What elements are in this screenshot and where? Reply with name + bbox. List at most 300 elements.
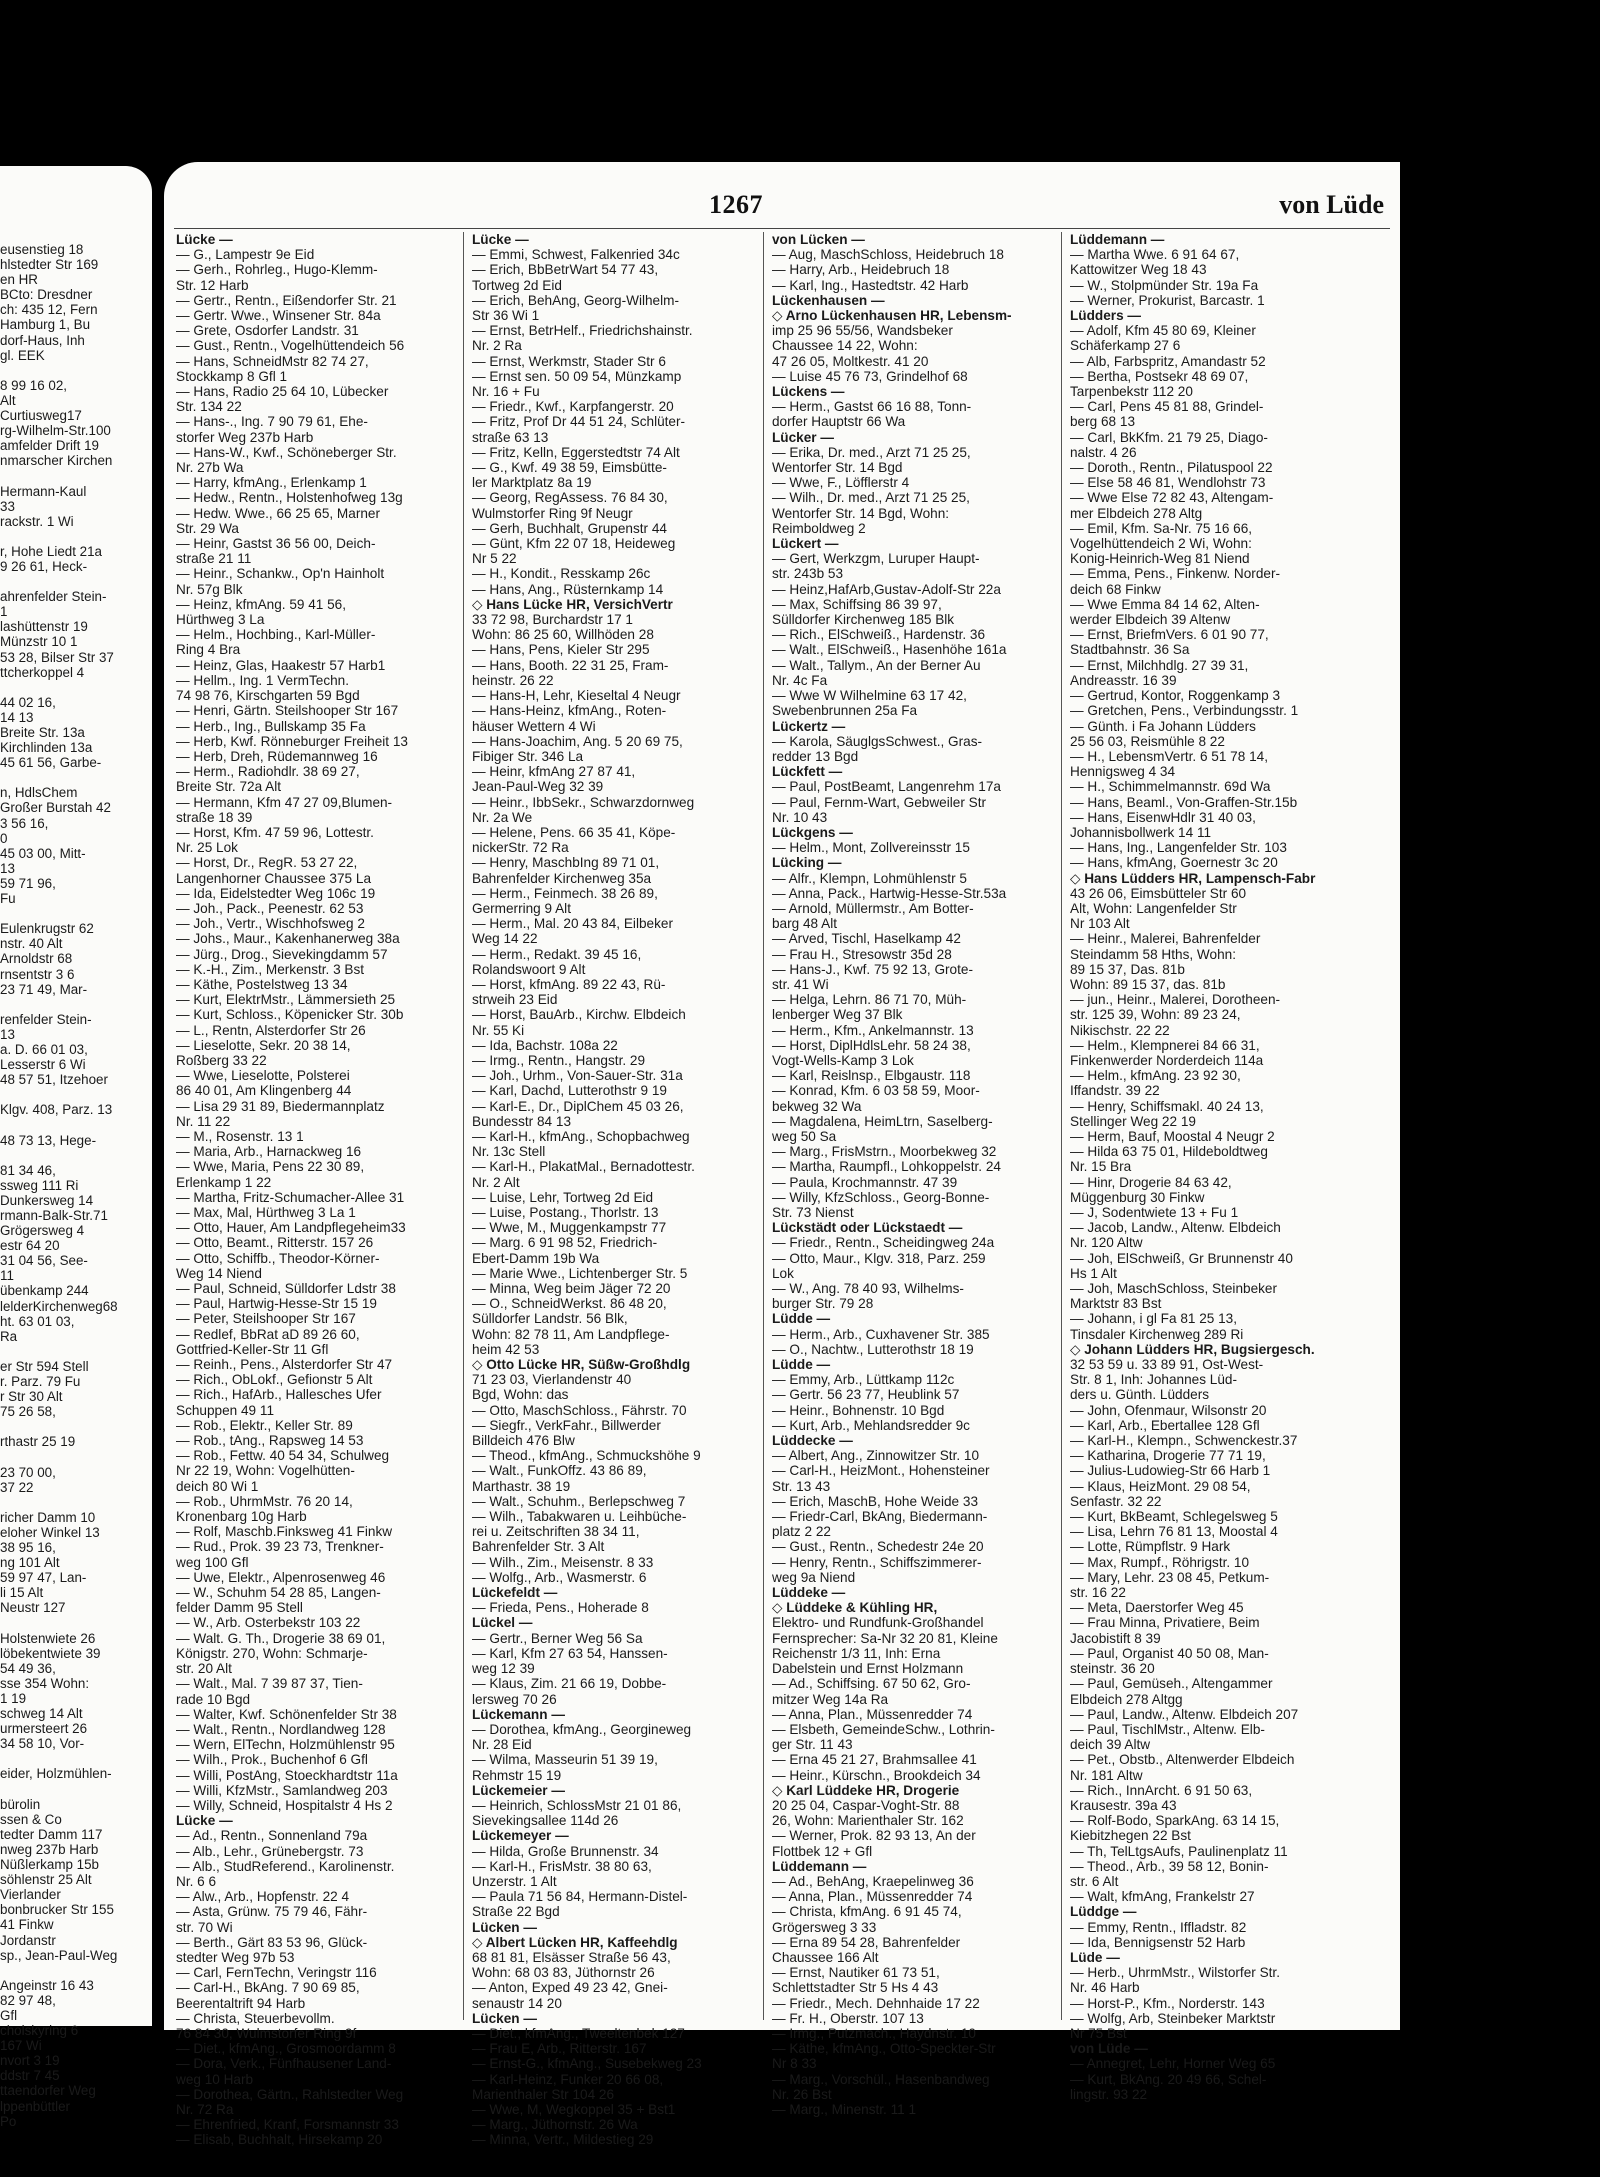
directory-entry-line: Fernsprecher: Sa-Nr 32 20 81, Kleine (772, 1630, 998, 1646)
directory-entry-line: — Rich., ObLokf., Gefionstr 5 Alt (176, 1372, 373, 1388)
surname-heading: Lückens — (772, 384, 845, 400)
directory-entry-line: — Rich., ElSchweiß., Hardenstr. 36 (772, 627, 986, 643)
directory-entry-line: 33 72 98, Burchardstr 17 1 (472, 612, 633, 628)
surname-heading: Lücke — (176, 1813, 233, 1829)
left-page-fragment-line: Alt (0, 392, 16, 408)
directory-entry-line: — Rolf-Bodo, SparkAng. 63 14 15, (1070, 1813, 1280, 1829)
directory-entry-line: — Karl, Kfm 27 63 54, Hanssen- (472, 1645, 668, 1661)
directory-entry-line: — Anton, Exped 49 23 42, Gnei- (472, 1980, 668, 1996)
surname-heading: Lücken — (472, 2010, 537, 2026)
left-page-fragment-line: bürolin (0, 1796, 41, 1812)
directory-entry-line: — Willi, KfzMstr., Samlandweg 203 (176, 1782, 388, 1798)
left-page-fragment-line: Großer Burstah 42 (0, 800, 111, 816)
directory-entry-line: — Klaus, HeizMont. 29 08 54, (1070, 1478, 1251, 1494)
directory-entry-line: — W., Ang. 78 40 93, Wilhelms- (772, 1281, 964, 1297)
left-page-fragment-line: 1 19 (0, 1691, 27, 1706)
directory-entry-line: — W., Stolpmünder Str. 19a Fa (1070, 277, 1259, 293)
directory-entry-line: — Dorothea, kfmAng., Georgineweg (472, 1721, 692, 1737)
left-page-fragment-line: Kirchlinden 13a (0, 740, 93, 756)
left-page-fragment-line: Arnoldstr 68 (0, 951, 73, 967)
directory-entry-line: Wentorfer Str. 14 Bgd (772, 460, 903, 476)
directory-entry-line: — Carl, FernTechn, Veringstr 116 (176, 1965, 377, 1981)
directory-entry-line: — Otto, Schiffb., Theodor-Körner- (176, 1250, 380, 1266)
left-page-fragment-line: 3 56 16, (0, 815, 49, 831)
directory-entry-line: — Carl-H., BkAng. 7 90 69 85, (176, 1980, 360, 1996)
left-page-fragment-line: söhlenstr 25 Alt (0, 1872, 92, 1888)
directory-entry-line: — Carl, BkKfm. 21 79 25, Diago- (1070, 429, 1268, 445)
directory-entry-line: — Hans-J., Kwf. 75 92 13, Grote- (772, 961, 973, 977)
surname-heading: von Lücken — (772, 232, 865, 247)
left-page-fragment-line: 0 (0, 830, 8, 846)
left-page-fragment-line: Klgv. 408, Parz. 13 (0, 1102, 113, 1118)
directory-entry-line: Bahrenfelder Str. 3 Alt (472, 1539, 605, 1555)
directory-entry-line: 68 81 81, Elsässer Straße 56 43, (472, 1949, 671, 1965)
left-page-fragment-line: nstr. 40 Alt (0, 936, 63, 952)
left-page-fragment-line: Hamburg 1, Bu (0, 317, 91, 333)
left-page-fragment-line: r, Hohe Liedt 21a (0, 543, 102, 559)
directory-entry-line: Nr 103 Alt (1070, 916, 1130, 932)
directory-entry-line: rei u. Zeitschriften 38 34 11, (472, 1524, 640, 1540)
left-page-fragment-line (0, 1148, 150, 1163)
directory-entry-line: — jun., Heinr., Malerei, Dorotheen- (1070, 992, 1281, 1008)
directory-entry-line: — Otto, MaschSchloss., Fährstr. 70 (472, 1402, 687, 1418)
directory-entry-line: Nr. 4c Fa (772, 672, 828, 688)
directory-entry-line: — Erich, BbBetrWart 54 77 43, (472, 262, 659, 278)
directory-entry-line: Str. 73 Nienst (772, 1205, 854, 1220)
directory-entry-line: — Karl, Ing., Hastedtstr. 42 Harb (772, 277, 969, 293)
directory-entry-line: — Herb, Dreh, Rüdemannweg 16 (176, 748, 378, 764)
surname-heading: Lückenhausen — (772, 292, 885, 308)
directory-entry-line: — Gert, Werkzgm, Luruper Haupt- (772, 551, 980, 567)
left-page-fragment-line (0, 906, 150, 921)
directory-entry-line: — Carl-H., HeizMont., Hohensteiner (772, 1463, 990, 1479)
directory-entry-line: lersweg 70 26 (472, 1691, 557, 1707)
directory-entry-line: — Joh, ElSchweiß, Gr Brunnenstr 40 (1070, 1250, 1293, 1266)
directory-entry-line: — Rob., Fettw. 40 54 34, Schulweg (176, 1448, 390, 1464)
directory-entry-line: Chaussee 14 22, Wohn: (772, 338, 918, 354)
directory-entry-line: — M., Rosenstr. 13 1 (176, 1128, 304, 1144)
left-page-fragment-line: ttcherkoppel 4 (0, 664, 85, 680)
directory-entry-line: — Käthe, Postelstweg 13 34 (176, 976, 348, 992)
directory-entry-line: — Annegret, Lehr, Horner Weg 65 (1070, 2056, 1276, 2072)
left-page-fragment-line (0, 468, 150, 483)
left-page-fragment-line (0, 1087, 150, 1102)
left-page-fragment-line (0, 1963, 150, 1978)
directory-entry-line: — Dora, Verk., Fünfhausener Land- (176, 2056, 392, 2072)
directory-entry-line: — Lisa, Lehrn 76 81 13, Moostal 4 (1070, 1524, 1278, 1540)
directory-entry-line: ◇ Hans Lüdders HR, Lampensch-Fabr (1070, 870, 1316, 886)
directory-entry-line: — Ernst-G., kfmAng., Susebekweg 23 (472, 2056, 702, 2072)
left-page-fragment-line: rg-Wilhelm-Str.100 (0, 423, 111, 439)
directory-entry-line: Nr. 181 Altw (1070, 1767, 1143, 1783)
directory-entry-line: — Wwe Else 72 82 43, Altengam- (1070, 490, 1274, 506)
left-page-fragment-line: gl. EEK (0, 347, 45, 363)
directory-entry-line: 76 84 30, Wulmstorfer Ring 9f (176, 2025, 357, 2041)
directory-entry-line: — Mary, Lehr. 23 08 45, Petkum- (1070, 1569, 1270, 1585)
left-page-fragment-line: Dunkersweg 14 (0, 1192, 94, 1208)
directory-entry-line: — Ad., Rentn., Sonnenland 79a (176, 1828, 368, 1844)
directory-entry-line: Nr. 27b Wa (176, 460, 244, 476)
left-page-fragment-line: 48 57 51, Itzehoer (0, 1072, 108, 1088)
directory-entry-line: — Marg., FrisMstrn., Moorbekweg 32 (772, 1144, 997, 1160)
left-page-fragment-line (0, 1616, 150, 1631)
directory-entry-line: straße 63 13 (472, 429, 549, 445)
surname-heading: Lücking — (772, 855, 842, 871)
directory-entry-line: — Wilh., Prok., Buchenhof 6 Gfl (176, 1752, 368, 1768)
directory-entry-line: — Arved, Tischl, Haselkamp 42 (772, 931, 961, 947)
directory-entry-line: straße 18 39 (176, 809, 253, 825)
left-page-fragment-line: rmann-Balk-Str.71 (0, 1208, 108, 1223)
directory-entry-line: — H., Schimmelmannstr. 69d Wa (1070, 779, 1271, 795)
directory-entry-line: — Herb, Kwf. Rönneburger Freiheit 13 (176, 733, 408, 749)
directory-entry-line: weg 9a Niend (772, 1569, 856, 1585)
directory-entry-line: weg 100 Gfl (176, 1554, 249, 1570)
directory-entry-line: Str. 12 Harb (176, 277, 249, 293)
left-page-fragment-line: 54 49 36, (0, 1660, 56, 1676)
directory-entry-line: — Asta, Grünw. 75 79 46, Fähr- (176, 1904, 368, 1920)
directory-entry-line: Ring 4 Bra (176, 642, 241, 658)
directory-entry-line: — Emma, Pens., Finkenw. Norder- (1070, 566, 1281, 582)
directory-entry-line: — Gertr. Wwe., Winsener Str. 84a (176, 308, 381, 324)
directory-entry-line: — Herm., Arb., Cuxhavener Str. 385 (772, 1326, 990, 1342)
directory-entry-line: — Else 58 46 81, Wendlohstr 73 (1070, 475, 1266, 491)
left-page-fragment-line: 59 97 47, Lan- (0, 1570, 87, 1586)
directory-entry-line: — Wern, ElTechn, Holzmühlenstr 95 (176, 1737, 395, 1753)
left-page-fragment-line: r Str 30 Alt (0, 1389, 63, 1405)
directory-entry-line: — Ernst, BriefmVers. 6 01 90 77, (1070, 627, 1269, 643)
directory-entry-line: — Hans, Beaml., Von-Graffen-Str.15b (1070, 794, 1298, 810)
directory-entry-line: — Gerh, Buchhalt, Grupenstr 44 (472, 520, 667, 536)
directory-entry-line: Vogelhüttendeich 2 Wi, Wohn: (1070, 536, 1252, 552)
directory-entry-line: häuser Wettern 4 Wi (472, 718, 596, 734)
directory-entry-line: lingstr. 93 22 (1070, 2086, 1148, 2102)
directory-entry-line: Lok (772, 1265, 794, 1281)
directory-entry-line: — Willi, PostAng, Stoeckhardtstr 11a (176, 1767, 398, 1783)
directory-entry-line: Breite Str. 72a Alt (176, 779, 282, 795)
directory-entry-line: — Marg. 6 91 98 52, Friedrich- (472, 1235, 658, 1251)
directory-entry-line: — Fritz, Kelln, Eggerstedtstr 74 Alt (472, 444, 680, 460)
left-page-fragment-line: nweg 237b Harb (0, 1841, 99, 1857)
left-page-fragment-line: 59 71 96, (0, 875, 56, 891)
directory-entry-line: — Herm., Redakt. 39 45 16, (472, 946, 642, 962)
directory-entry-line: — Karl-H., kfmAng., Schopbachweg (472, 1128, 690, 1144)
surname-heading: von Lüde — (1070, 2041, 1148, 2057)
left-page-fragment-line: Hermann-Kaul (0, 483, 87, 499)
directory-entry-line: — Wilh., Dr. med., Arzt 71 25 25, (772, 490, 970, 506)
left-page-fragment-line: ddstr 7 45 (0, 2068, 60, 2084)
directory-entry-line: — Bertha, Postsekr 48 69 07, (1070, 368, 1249, 384)
left-page-fragment-line: 31 04 56, See- (0, 1253, 88, 1269)
directory-entry-line: — Helm., Mont, Zollvereinsstr 15 (772, 840, 970, 856)
directory-entry-line: — Wwe, M., Muggenkampstr 77 (472, 1220, 667, 1236)
directory-entry-line: Flottbek 12 + Gfl (772, 1843, 873, 1859)
directory-entry-line: Grögersweg 3 33 (772, 1919, 877, 1935)
directory-entry-line: — Karl-H., PlakatMal., Bernadottestr. (472, 1159, 695, 1175)
directory-entry-line: — Paul, Fernm-Wart, Gebweiler Str (772, 794, 987, 810)
directory-entry-line: — Rud., Prok. 39 23 73, Trenkner- (176, 1539, 384, 1555)
surname-heading: Lücker — (772, 429, 834, 445)
directory-entry-line: — Herm., Kfm., Ankelmannstr. 13 (772, 1022, 974, 1038)
left-page-fragment-line (0, 529, 150, 544)
directory-page (164, 162, 1400, 2148)
directory-entry-line: — Johs., Maur., Kakenhanerweg 38a (176, 931, 400, 947)
directory-entry-line: — Wilh., Tabakwaren u. Leihbüche- (472, 1509, 687, 1525)
directory-entry-line: werder Elbdeich 39 Altenw (1070, 612, 1231, 628)
left-page-fragment-line: ht. 63 01 03, (0, 1313, 75, 1329)
directory-entry-line: berg 68 13 (1070, 414, 1136, 430)
directory-entry-line: Str. 13 43 (772, 1478, 831, 1494)
directory-entry-line: — Paul, Organist 40 50 08, Man- (1070, 1645, 1269, 1661)
left-page-fragment-line: 44 02 16, (0, 694, 56, 710)
left-page-fragment-line: Holstenwiete 26 (0, 1630, 96, 1646)
left-page-fragment-line: 13 (0, 1026, 15, 1042)
directory-entry-line: Wulmstorfer Ring 9f Neugr (472, 505, 633, 521)
directory-entry-line: — Wwe, Lieselotte, Polsterei (176, 1068, 350, 1084)
directory-entry-line: — Alb., StudReferend., Karolinenstr. (176, 1858, 395, 1874)
directory-entry-line: — Heinr., Malerei, Bahrenfelder (1070, 931, 1261, 947)
directory-entry-line: lenberger Weg 37 Blk (772, 1007, 903, 1023)
directory-entry-line: ◇ Johann Lüdders HR, Bugsiergesch. (1070, 1341, 1315, 1357)
directory-entry-line: — Herm, Bauf, Moostal 4 Neugr 2 (1070, 1128, 1275, 1144)
directory-entry-line: — H., Kondit., Resskamp 26c (472, 566, 651, 582)
directory-entry-line: — Theod., Arb., 39 58 12, Bonin- (1070, 1858, 1269, 1874)
directory-entry-line: Rolandswoort 9 Alt (472, 961, 586, 977)
directory-entry-line: Stadtbahnstr. 36 Sa (1070, 642, 1190, 658)
directory-entry-line: — Carl, Pens 45 81 88, Grindel- (1070, 399, 1264, 415)
directory-entry-line: Dabelstein und Ernst Holzmann (772, 1661, 964, 1677)
directory-entry-line: — Paul, Hartwig-Hesse-Str 15 19 (176, 1296, 377, 1312)
directory-entry-line: Nr. 28 Eid (472, 1737, 532, 1753)
column-divider (763, 232, 764, 2020)
directory-entry-line: — Albert, Ang., Zinnowitzer Str. 10 (772, 1448, 980, 1464)
directory-entry-line: — Anna, Plan., Müssenredder 74 (772, 1889, 973, 1905)
directory-entry-line: — Johann, i gl Fa 81 25 13, (1070, 1311, 1238, 1327)
directory-entry-line: — Paul, Landw., Altenw. Elbdeich 207 (1070, 1706, 1299, 1722)
directory-entry-line: — Harry, kfmAng., Erlenkamp 1 (176, 475, 367, 491)
directory-entry-line: — Helm., Hochbing., Karl-Müller- (176, 627, 376, 643)
directory-entry-line: — Willy, KfzSchloss., Georg-Bonne- (772, 1189, 990, 1205)
directory-entry-line: — Erika, Dr. med., Arzt 71 25 25, (772, 444, 971, 460)
left-page-fragment-line: Ra (0, 1328, 18, 1344)
directory-entry-line: Marktstr 83 Bst (1070, 1296, 1162, 1312)
directory-entry-line: — Diet., kfmAng., Tweeltenbek 127 (472, 2025, 685, 2041)
surname-heading: Lückel — (472, 1615, 533, 1631)
directory-entry-line: Kronenbarg 10g Harb (176, 1509, 307, 1525)
directory-entry-line: Unzerstr. 1 Alt (472, 1873, 557, 1889)
directory-entry-line: — Herb., Ing., Bullskamp 35 Fa (176, 718, 366, 734)
left-page-fragment-line (0, 680, 150, 695)
directory-entry-line: Sülldorfer Landstr. 56 Blk, (472, 1311, 628, 1327)
directory-entry-line: — Luise 45 76 73, Grindelhof 68 (772, 368, 968, 384)
directory-entry-line: heim 42 53 (472, 1341, 540, 1357)
directory-entry-line: — Karola, SäuglgsSchwest., Gras- (772, 733, 983, 749)
directory-entry-line: — G., Kwf. 49 38 59, Eimsbütte- (472, 460, 667, 476)
directory-entry-line: Straße 22 Bgd (472, 1904, 560, 1920)
directory-entry-line: — Herm., Feinmech. 38 26 89, (472, 885, 658, 901)
directory-entry-line: — Alb., Lehr., Grünebergstr. 73 (176, 1843, 364, 1859)
left-page-fragment-line: tedter Damm 117 (0, 1826, 103, 1842)
directory-entry-line: heinstr. 26 22 (472, 672, 554, 688)
directory-entry-line: 32 53 59 u. 33 89 91, Ost-West- (1070, 1357, 1264, 1373)
directory-entry-line: str. 70 Wi (176, 1919, 233, 1935)
directory-entry-line: senaustr 14 20 (472, 1995, 562, 2011)
directory-entry-line: dorfer Hauptstr 66 Wa (772, 414, 906, 430)
directory-entry-line: — Martha, Raumpfl., Lohkoppelstr. 24 (772, 1159, 1001, 1175)
left-page-fragment-line (0, 1782, 150, 1797)
surname-heading: Lüdders — (1070, 308, 1141, 324)
surname-heading: Lücke — (176, 232, 233, 247)
directory-entry-line: — Gertr. 56 23 77, Heublink 57 (772, 1387, 960, 1403)
directory-entry-line: nickerStr. 72 Ra (472, 840, 569, 856)
left-page-fragment-line: lppenbüttler (0, 2098, 70, 2114)
directory-entry-line: Nr. 57g Blk (176, 581, 243, 597)
directory-entry-line: Sülldorfer Kirchenweg 185 Blk (772, 612, 955, 628)
directory-entry-line: — Walt., ElSchweiß., Hasenhöhe 161a (772, 642, 1007, 658)
directory-entry-line: — Hans-Heinz, kfmAng., Roten- (472, 703, 667, 719)
directory-entry-line: — Th, TelLtgsAufs, Paulinenplatz 11 (1070, 1843, 1288, 1859)
directory-entry-line: Stellinger Weg 22 19 (1070, 1113, 1196, 1129)
directory-entry-line: rade 10 Bgd (176, 1691, 251, 1707)
directory-entry-line: — Ad., BehAng, Kraepelinweg 36 (772, 1873, 974, 1889)
directory-entry-line: Nr. 11 22 (176, 1113, 231, 1129)
directory-entry-line: — Günth. i Fa Johann Lüdders (1070, 718, 1256, 734)
directory-entry-line: 25 56 03, Reismühle 8 22 (1070, 733, 1225, 749)
directory-entry-line: deich 80 Wi 1 (176, 1478, 259, 1494)
directory-entry-line: ◇ Arno Lückenhausen HR, Lebensm- (772, 308, 1012, 324)
left-page-fragment-line (0, 1495, 150, 1510)
directory-entry-line: ◇ Karl Lüddeke HR, Drogerie (772, 1782, 960, 1798)
directory-entry-line: — Lieselotte, Sekr. 20 38 14, (176, 1037, 351, 1053)
directory-entry-line: Bundesstr 84 13 (472, 1113, 571, 1129)
surname-heading: Lüde — (1070, 1949, 1120, 1965)
directory-entry-line: ders u. Günth. Lüdders (1070, 1387, 1210, 1403)
directory-entry-line: 86 40 01, Am Klingenberg 44 (176, 1083, 352, 1099)
left-page-fragment-line: 13 (0, 860, 15, 876)
directory-entry-line: steinstr. 36 20 (1070, 1661, 1155, 1677)
directory-entry-line: — O., SchneidWerkst. 86 48 20, (472, 1296, 667, 1312)
left-page-fragment-line: estr 64 20 (0, 1238, 60, 1254)
directory-entry-line: — Heinz, kfmAng. 59 41 56, (176, 596, 347, 612)
directory-entry-line: — Hellm., Ing. 1 VermTechn. (176, 672, 350, 688)
directory-entry-line: — G., Lampestr 9e Eid (176, 247, 315, 263)
directory-entry-line: — Luise, Lehr, Tortweg 2d Eid (472, 1189, 654, 1205)
directory-entry-line: str. 41 Wi (772, 976, 829, 992)
directory-entry-line: ◇ Otto Lücke HR, Süßw-Großhdlg (472, 1357, 691, 1373)
directory-entry-line: — Helm., Klempnerei 84 66 31, (1070, 1037, 1260, 1053)
surname-heading: Lückgens — (772, 824, 853, 840)
directory-entry-line: — Ernst sen. 50 09 54, Münzkamp (472, 368, 682, 384)
directory-entry-line: Wohn: 89 15 37, das. 81b (1070, 976, 1226, 992)
column-divider (463, 232, 464, 2020)
left-page-fragment-line: 75 26 58, (0, 1404, 56, 1420)
directory-entry-line: Senfastr. 32 22 (1070, 1493, 1162, 1509)
left-page-fragment-line (0, 1344, 150, 1359)
left-page-fragment-line: 34 58 10, Vor- (0, 1736, 85, 1752)
directory-entry-line: — Max, Rumpf., Röhrigstr. 10 (1070, 1554, 1250, 1570)
directory-entry-line: — Hans, Booth. 22 31 25, Fram- (472, 657, 669, 673)
directory-column-4 (1070, 232, 1390, 2102)
directory-entry-line: Nr. 16 + Fu (472, 384, 540, 400)
directory-entry-line: — Minna, Weg beim Jäger 72 20 (472, 1281, 671, 1297)
directory-entry-line: redder 13 Bgd (772, 748, 859, 764)
directory-entry-line: — Wilh., Zim., Meisenstr. 8 33 (472, 1554, 654, 1570)
directory-entry-line: — Otto, Maur., Klgv. 318, Parz. 259 (772, 1250, 986, 1266)
directory-entry-line: — Helene, Pens. 66 35 41, Köpe- (472, 824, 676, 840)
directory-entry-line: Iffandstr. 39 22 (1070, 1083, 1160, 1099)
directory-entry-line: str. 6 Alt (1070, 1873, 1119, 1889)
surname-heading: Lückemann — (472, 1706, 565, 1722)
directory-entry-line: — Werner, Prok. 82 93 13, An der (772, 1828, 976, 1844)
directory-entry-line: 89 15 37, Das. 81b (1070, 961, 1185, 977)
directory-entry-line: — Hilda, Große Brunnenstr. 34 (472, 1843, 659, 1859)
directory-entry-line: Nr. 120 Altw (1070, 1235, 1143, 1251)
directory-entry-line: — Katharina, Drogerie 77 71 19, (1070, 1448, 1266, 1464)
directory-entry-line: str. 125 39, Wohn: 89 23 24, (1070, 1007, 1241, 1023)
directory-entry-line: Müggenburg 30 Finkw (1070, 1189, 1205, 1205)
left-page-fragment-line: a. D. 66 01 03, (0, 1041, 88, 1057)
directory-entry-line: — Heinr, kfmAng 27 87 41, (472, 764, 636, 780)
left-page-fragment-line: löbekentwiete 39 (0, 1645, 101, 1661)
directory-entry-line: — H., LebensmVertr. 6 51 78 14, (1070, 748, 1268, 764)
directory-entry-line: — Julius-Ludowieg-Str 66 Harb 1 (1070, 1463, 1271, 1479)
directory-entry-line: — Marie Wwe., Lichtenberger Str. 5 (472, 1265, 688, 1281)
directory-entry-line: — Henry, Schiffsmakl. 40 24 13, (1070, 1098, 1264, 1114)
directory-entry-line: str. 16 22 (1070, 1585, 1126, 1601)
directory-entry-line: 47 26 05, Moltkestr. 41 20 (772, 353, 929, 369)
directory-entry-line: Stockkamp 8 Gfl 1 (176, 368, 288, 384)
surname-heading: Lückfett — (772, 764, 843, 780)
left-page-fragment-line: Neustr 127 (0, 1600, 66, 1616)
directory-entry-line: — Wwe, F., Löfflerstr 4 (772, 475, 910, 491)
directory-entry-line: — Friedr., Mech. Dehnhaide 17 22 (772, 1995, 980, 2011)
left-page-fragment-line: 45 03 00, Mitt- (0, 845, 86, 861)
page-number: 1267 (709, 190, 763, 219)
directory-entry-line: ger Str. 11 43 (772, 1737, 853, 1753)
directory-entry-line: — Siegfr., VerkFahr., Billwerder (472, 1417, 661, 1433)
directory-entry-line: — Joh., Vertr., Wischhofsweg 2 (176, 916, 365, 932)
directory-entry-line: Kiebitzhegen 22 Bst (1070, 1828, 1191, 1844)
running-head (164, 190, 1400, 224)
directory-column-3 (772, 232, 1054, 2117)
directory-entry-line: — Walt, kfmAng, Frankelstr 27 (1070, 1889, 1255, 1905)
directory-entry-line: — Elsbeth, GemeindeSchw., Lothrin- (772, 1721, 995, 1737)
directory-entry-line: — Elisab, Buchhalt, Hirsekamp 20 (176, 2132, 383, 2148)
directory-entry-line: — Martha Wwe. 6 91 64 67, (1070, 247, 1240, 263)
left-page-fragment-line: 82 97 48, (0, 1992, 56, 2008)
directory-entry-line: 20 25 04, Caspar-Voght-Str. 88 (772, 1797, 960, 1813)
directory-entry-line: — Fritz, Prof Dr 44 51 24, Schlüter- (472, 414, 686, 430)
directory-entry-line: — Theod., kfmAng., Schmuckshöhe 9 (472, 1448, 701, 1464)
directory-entry-line: — Doroth., Rentn., Pilatuspool 22 (1070, 460, 1273, 476)
directory-entry-line: — Ida, Bennigsenstr 52 Harb (1070, 1934, 1246, 1950)
directory-entry-line: Nr. 6 6 (176, 1873, 217, 1889)
left-page-fragment-column (0, 242, 150, 2129)
left-page-fragment-line: bonbrucker Str 155 (0, 1902, 114, 1918)
directory-entry-line: — Christa, kfmAng. 6 91 45 74, (772, 1904, 962, 1920)
directory-entry-line: Bgd, Wohn: das (472, 1387, 569, 1403)
left-page-fragment-line: 11 (0, 1268, 14, 1284)
directory-entry-line: — Paul, TischlMstr., Altenw. Elb- (1070, 1721, 1265, 1737)
directory-entry-line: — Horst, Dr., RegR. 53 27 22, (176, 855, 358, 871)
directory-entry-line: Nr. 55 Ki (472, 1022, 525, 1038)
directory-entry-line: — Rob., UhrmMstr. 76 20 14, (176, 1493, 353, 1509)
directory-entry-line: — Horst, BauArb., Kirchw. Elbdeich (472, 1007, 686, 1023)
directory-entry-line: — Walt. G. Th., Drogerie 38 69 01, (176, 1630, 386, 1646)
directory-entry-line: — Wwe Emma 84 14 62, Alten- (1070, 596, 1260, 612)
left-page-fragment-line: 14 13 (0, 709, 34, 725)
directory-entry-line: — Paul, Gemüseh., Altengammer (1070, 1676, 1273, 1692)
directory-entry-line: Marienthaler Str 104 26 (472, 2086, 615, 2102)
